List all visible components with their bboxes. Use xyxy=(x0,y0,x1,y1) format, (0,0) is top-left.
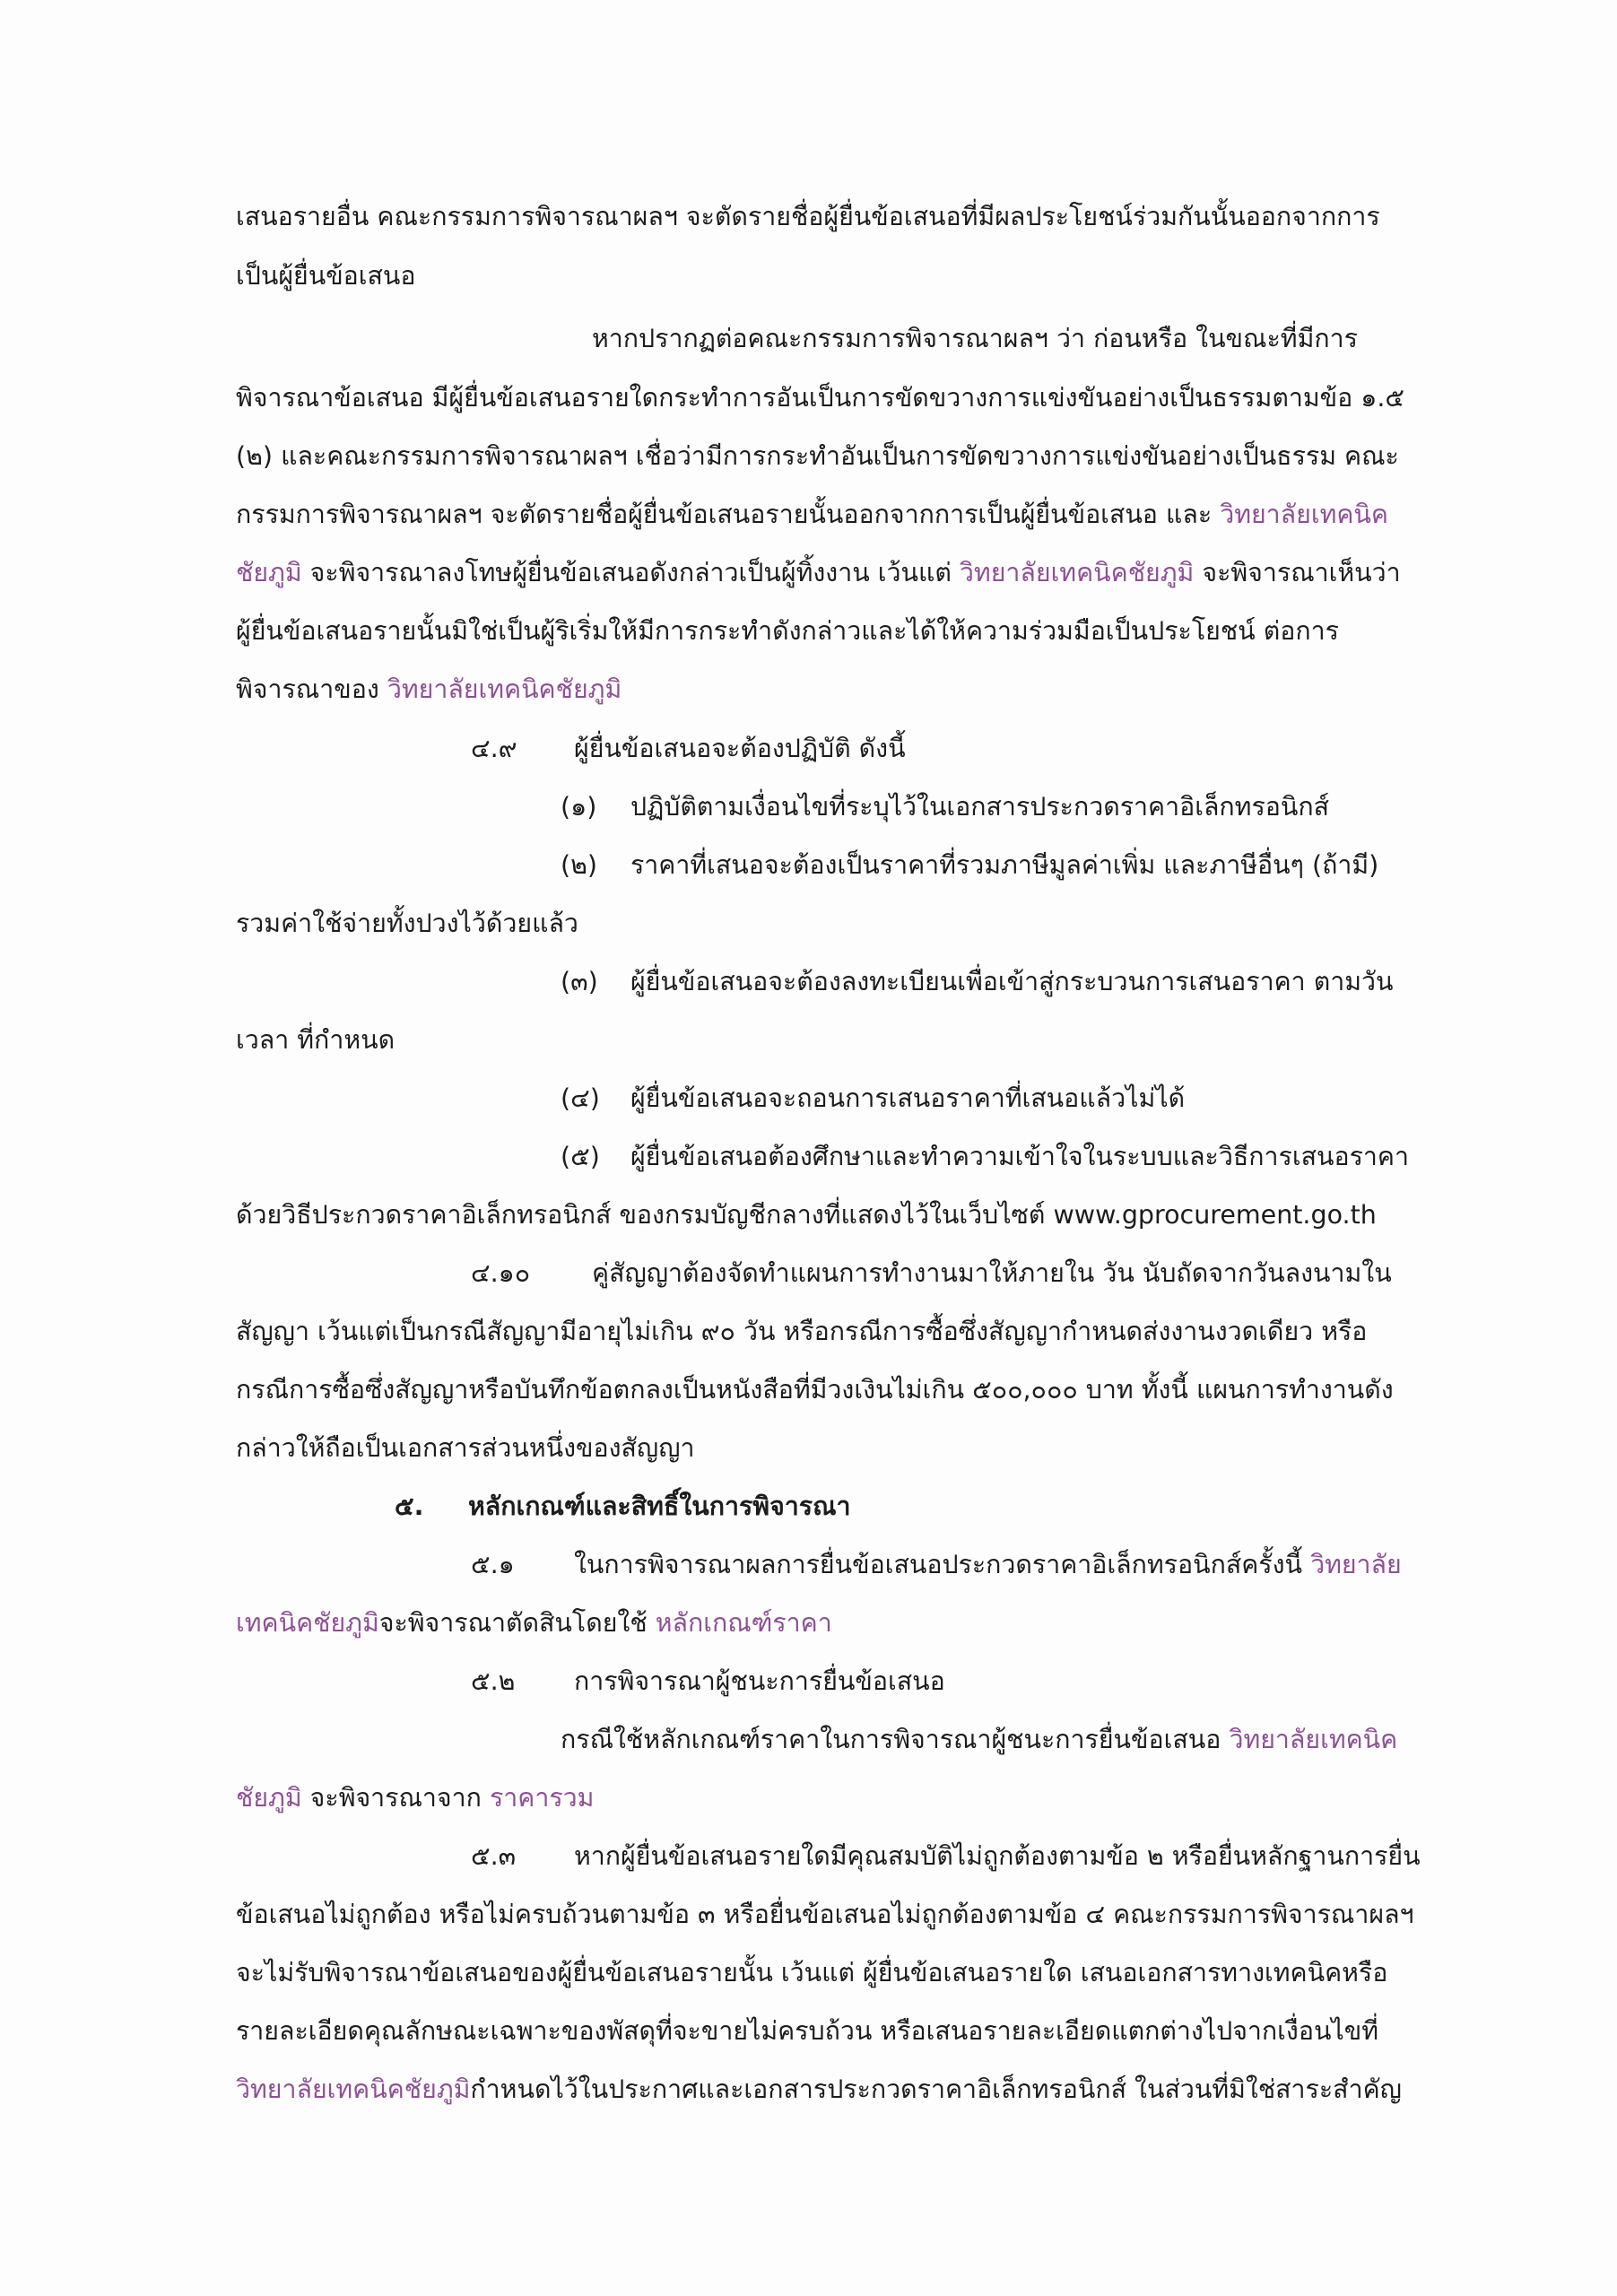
section-5-1-number: ๕.๑ xyxy=(471,1550,515,1579)
item-3-continuation: เวลา ที่กำหนด xyxy=(236,1025,396,1055)
para2-line-3: (๒) และคณะกรรมการพิจารณาผลฯ เชื่อว่ามีการกระทำอันเป็นการขัดขวางการแข่งขันอย่างเป็นธรรม คณะ xyxy=(236,441,1399,471)
para2-line-6: ผู้ยื่นข้อเสนอรายนั้นมิใช่เป็นผู้ริเริ่มให้มีการกระทำดังกล่าวและได้ให้ความร่วมมือเป็นประโยชน์ ต่อการ xyxy=(236,616,1339,646)
item-1-number: (๑) xyxy=(561,792,597,822)
item-4-number: (๔) xyxy=(561,1083,600,1113)
college-name-highlight: วิทยาลัยเทคนิคชัยภูมิ xyxy=(387,674,622,704)
section-4-10-line-1: คู่สัญญาต้องจัดทำแผนการทำงานมาให้ภายใน วัน นับถัดจากวันลงนามใน xyxy=(592,1258,1392,1288)
section-5-3-line-5-text: กำหนดไว้ในประกาศและเอกสารประกวดราคาอิเล็กทรอนิกส์ ในส่วนที่มิใช่สาระสำคัญ xyxy=(470,2074,1402,2104)
section-5-number: ๕. xyxy=(395,1492,424,1521)
para2-line-7-text: พิจารณาของ xyxy=(236,674,387,704)
section-4-10-line-2: สัญญา เว้นแต่เป็นกรณีสัญญามีอายุไม่เกิน ๙๐ วัน หรือกรณีการซื้อซึ่งสัญญากำหนดส่งงานงวดเดียว หรือ xyxy=(236,1317,1368,1346)
para2-line-5-text: จะพิจารณาลงโทษผู้ยื่นข้อเสนอดังกล่าวเป็นผู้ทิ้งงาน เว้นแต่ xyxy=(301,558,960,587)
item-4-text: ผู้ยื่นข้อเสนอจะถอนการเสนอราคาที่เสนอแล้วไม่ได้ xyxy=(630,1083,1186,1113)
para2-line-1: หากปรากฏต่อคณะกรรมการพิจารณาผลฯ ว่า ก่อนหรือ ในขณะที่มีการ xyxy=(592,324,1358,353)
section-5-1-line-2 xyxy=(236,1605,832,1641)
intro-line-2: เป็นผู้ยื่นข้อเสนอ xyxy=(236,261,416,291)
item-2-number: (๒) xyxy=(561,850,598,880)
item-2-text: ราคาที่เสนอจะต้องเป็นราคาที่รวมภาษีมูลค่าเพิ่ม และภาษีอื่นๆ (ถ้ามี) xyxy=(630,850,1379,880)
item-2-continuation: รวมค่าใช้จ่ายทั้งปวงไว้ด้วยแล้ว xyxy=(236,909,578,938)
item-5-continuation: ด้วยวิธีประกวดราคาอิเล็กทรอนิกส์ ของกรมบัญชีกลางที่แสดงไว้ในเว็บไซต์ www.gprocurement.go.th xyxy=(236,1200,1377,1230)
criteria-highlight: หลักเกณฑ์ราคา xyxy=(655,1608,832,1638)
item-5-text: ผู้ยื่นข้อเสนอต้องศึกษาและทำความเข้าใจในระบบและวิธีการเสนอราคา xyxy=(630,1142,1409,1171)
section-5-2-line-2 xyxy=(236,1780,594,1816)
para2-line-4-text: กรรมการพิจารณาผลฯ จะตัดรายชื่อผู้ยื่นข้อเสนอรายนั้นออกจากการเป็นผู้ยื่นข้อเสนอ และ xyxy=(236,500,1221,529)
para2-line-4 xyxy=(236,497,1388,533)
section-5-2-text: กรณีใช้หลักเกณฑ์ราคาในการพิจารณาผู้ชนะการยื่นข้อเสนอ xyxy=(561,1725,1230,1754)
college-name-highlight: วิทยาลัยเทคนิค xyxy=(1220,500,1388,529)
item-3-text: ผู้ยื่นข้อเสนอจะต้องลงทะเบียนเพื่อเข้าสู่กระบวนการเสนอราคา ตามวัน xyxy=(630,967,1394,996)
section-5-3-line-1: หากผู้ยื่นข้อเสนอรายใดมีคุณสมบัติไม่ถูกต้องตามข้อ ๒ หรือยื่นหลักฐานการยื่น xyxy=(574,1841,1421,1871)
section-5-3-line-2: ข้อเสนอไม่ถูกต้อง หรือไม่ครบถ้วนตามข้อ ๓ หรือยื่นข้อเสนอไม่ถูกต้องตามข้อ ๔ คณะกรรมการพิจารณาผลฯ xyxy=(236,1900,1414,1929)
section-5-2-line-1 xyxy=(561,1722,1397,1758)
college-name-highlight: ชัยภูมิ xyxy=(236,1783,302,1813)
section-5-2-line-2-text: จะพิจารณาจาก xyxy=(301,1783,490,1813)
section-5-title: หลักเกณฑ์และสิทธิ์ในการพิจารณา xyxy=(468,1492,851,1521)
section-5-1-text: ในการพิจารณาผลการยื่นข้อเสนอประกวดราคาอิเล็กทรอนิกส์ครั้งนี้ xyxy=(574,1550,1311,1579)
para2-line-5-tail: จะพิจารณาเห็นว่า xyxy=(1194,558,1401,587)
section-5-3-number: ๕.๓ xyxy=(471,1841,517,1871)
section-5-3-line-5 xyxy=(236,2072,1402,2108)
college-name-highlight: วิทยาลัยเทคนิคชัยภูมิ xyxy=(959,558,1195,587)
college-name-highlight: ชัยภูมิ xyxy=(236,558,302,587)
section-4-10-line-4: กล่าวให้ถือเป็นเอกสารส่วนหนึ่งของสัญญา xyxy=(236,1433,695,1463)
item-1-text: ปฏิบัติตามเงื่อนไขที่ระบุไว้ในเอกสารประกวดราคาอิเล็กทรอนิกส์ xyxy=(630,792,1330,822)
college-name-highlight: เทคนิคชัยภูมิ xyxy=(236,1608,379,1638)
section-5-2-number: ๕.๒ xyxy=(471,1666,516,1696)
section-4-10-number: ๔.๑๐ xyxy=(471,1258,531,1288)
intro-line-1: เสนอรายอื่น คณะกรรมการพิจารณาผลฯ จะตัดรายชื่อผู้ยื่นข้อเสนอที่มีผลประโยชน์ร่วมกันนั้นออกจากการ xyxy=(236,202,1380,231)
section-5-1-line-1 xyxy=(574,1547,1402,1583)
section-5-2-title: การพิจารณาผู้ชนะการยื่นข้อเสนอ xyxy=(574,1666,945,1696)
section-5-3-line-3: จะไม่รับพิจารณาข้อเสนอของผู้ยื่นข้อเสนอรายนั้น เว้นแต่ ผู้ยื่นข้อเสนอรายใด เสนอเอกสารทางเทคนิคหรือ xyxy=(236,1958,1388,1987)
para2-line-7 xyxy=(236,672,622,708)
section-4-9-number: ๔.๙ xyxy=(471,734,517,763)
college-name-highlight: วิทยาลัย xyxy=(1310,1550,1402,1579)
para2-line-5 xyxy=(236,555,1401,591)
section-4-10-line-3: กรณีการซื้อซึ่งสัญญาหรือบันทึกข้อตกลงเป็นหนังสือที่มีวงเงินไม่เกิน ๕๐๐,๐๐๐ บาท ทั้งนี้ แผนการทำงานดัง xyxy=(236,1375,1394,1405)
college-name-highlight: วิทยาลัยเทคนิคชัยภูมิ xyxy=(236,2074,471,2104)
para2-line-2: พิจารณาข้อเสนอ มีผู้ยื่นข้อเสนอรายใดกระทำการอันเป็นการขัดขวางการแข่งขันอย่างเป็นธรรมตามข้อ ๑.๕ xyxy=(236,383,1404,413)
section-5-1-line-2-text: จะพิจารณาตัดสินโดยใช้ xyxy=(378,1608,656,1638)
section-4-9-title: ผู้ยื่นข้อเสนอจะต้องปฏิบัติ ดังนี้ xyxy=(574,734,906,763)
total-price-highlight: ราคารวม xyxy=(489,1783,595,1813)
item-3-number: (๓) xyxy=(561,967,598,996)
item-5-number: (๕) xyxy=(561,1142,600,1171)
college-name-highlight: วิทยาลัยเทคนิค xyxy=(1229,1725,1398,1754)
section-5-3-line-4: รายละเอียดคุณลักษณะเฉพาะของพัสดุที่จะขายไม่ครบถ้วน หรือเสนอรายละเอียดแตกต่างไปจากเงื่อนไขที่ xyxy=(236,2016,1379,2046)
